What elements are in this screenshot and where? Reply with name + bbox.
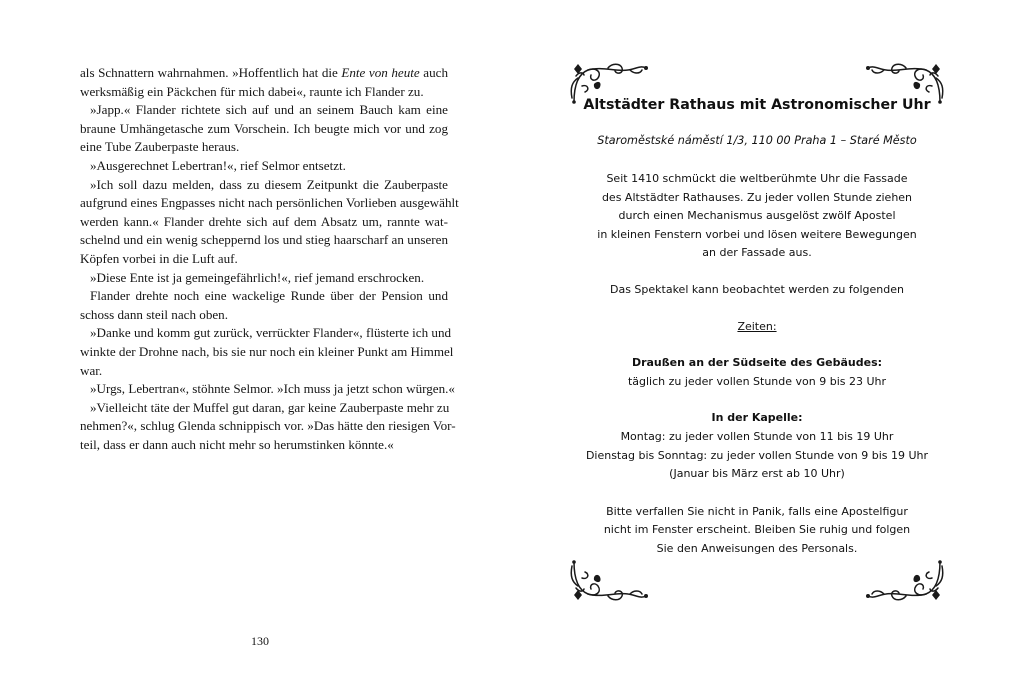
text-run: als Schnattern wahrnahmen. »Hoffentlich hat die	[80, 65, 342, 80]
text-line	[80, 64, 448, 83]
info-title: Altstädter Rathaus mit Astronomischer Uhr	[583, 97, 931, 113]
page-number: 130	[251, 634, 269, 648]
notice-line: nicht im Fenster erscheint. Bleiben Sie ruhig und folgen	[603, 523, 911, 537]
times-heading: Zeiten:	[737, 319, 777, 333]
chapel-time: Montag: zu jeder vollen Stunde von 11 bis 19 Uhr	[620, 429, 894, 443]
outside-heading: Draußen an der Südseite des Gebäudes:	[631, 356, 883, 370]
description	[568, 170, 946, 263]
flourish-corner-icon	[864, 560, 946, 602]
notice-line: Bitte verfallen Sie nicht in Panik, falls eine Apostelfigur	[606, 504, 908, 518]
text-line: teil, dass er dann auch nicht mehr so herumstinken könnte.«	[80, 436, 394, 452]
text-line: nehmen?«, schlug Glenda schnippisch vor. »Das hätte den riesigen Vor-	[80, 418, 456, 434]
text-line: »Ausgerechnet Lebertran!«, rief Selmor entsetzt.	[90, 157, 346, 173]
text-line: aufgrund eines Engpasses nicht nach persönlichen Vorlieben ausgewählt	[80, 195, 459, 211]
chapel-section	[568, 409, 946, 483]
flourish-corner-icon	[568, 560, 650, 602]
text-line: »Vielleicht täte der Muffel gut daran, gar keine Zauberpaste mehr zu	[90, 399, 450, 415]
notice	[568, 503, 946, 559]
address: Staroměstské náměstí 1/3, 110 00 Praha 1 – Staré Město	[597, 134, 917, 147]
outside-section	[568, 354, 946, 391]
outside-time: täglich zu jeder vollen Stunde von 9 bis 23 Uhr	[627, 374, 887, 388]
description-line: Seit 1410 schmückt die weltberühmte Uhr die Fassade	[606, 172, 908, 185]
text-line: eine Tube Zauberpaste heraus.	[80, 139, 240, 155]
text-line: winkte der Drohne nach, bis sie nur noch ein kleiner Punkt am Himmel	[80, 343, 454, 359]
info-box	[568, 96, 946, 559]
text-line: braune Umhängetasche zum Vorschein. Ich beugte mich vor und zog	[80, 120, 448, 136]
description-line: an der Fassade aus.	[702, 246, 812, 260]
text-run: auch	[419, 65, 448, 80]
chapel-time: (Januar bis März erst ab 10 Uhr)	[669, 467, 845, 481]
text-line: »Urgs, Lebertran«, stöhnte Selmor. »Ich muss ja jetzt schon würgen.«	[90, 381, 455, 397]
text-line: »Ich soll dazu melden, dass zu diesem Zeitpunkt die Zauberpaste	[90, 176, 448, 192]
chapel-time: Dienstag bis Sonntag: zu jeder vollen Stunde von 9 bis 19 Uhr	[585, 448, 929, 462]
chapel-heading: In der Kapelle:	[711, 411, 803, 425]
story-text	[80, 64, 459, 454]
text-line: »Danke und komm gut zurück, verrückter Flander«, flüsterte ich und	[90, 325, 452, 341]
text-line: werden kann.« Flander drehte sich auf dem Absatz um, rannte wat-	[80, 213, 448, 229]
description-line: in kleinen Fenstern vorbei und lösen weitere Bewegungen	[597, 227, 917, 241]
text-line: Köpfen vorbei in die Luft auf.	[80, 250, 238, 266]
text-line: werksmäßig ein Päckchen für mich dabei«, raunte ich Flander zu.	[80, 83, 424, 99]
text-line: war.	[80, 362, 103, 378]
text-line: schoss dann steil nach oben.	[80, 306, 229, 322]
italic-run: Ente von heute	[341, 65, 420, 80]
description-line: des Altstädter Rathauses. Zu jeder vollen Stunde ziehen	[601, 190, 913, 204]
text-line: »Japp.« Flander richtete sich auf und an seinem Bauch kam eine	[90, 102, 448, 118]
text-line: »Diese Ente ist ja gemeingefährlich!«, rief jemand erschrocken.	[90, 269, 425, 285]
text-line: Flander drehte noch eine wackelige Runde über der Pension und	[90, 288, 448, 304]
text-line: schelnd und ein wenig scheppernd los und stieg haarscharf an unseren	[80, 232, 448, 248]
spectacle-line: Das Spektakel kann beobachtet werden zu folgenden	[609, 282, 905, 296]
description-line: durch einen Mechanismus ausgelöst zwölf Apostel	[618, 209, 896, 223]
notice-line: Sie den Anweisungen des Personals.	[656, 541, 858, 555]
